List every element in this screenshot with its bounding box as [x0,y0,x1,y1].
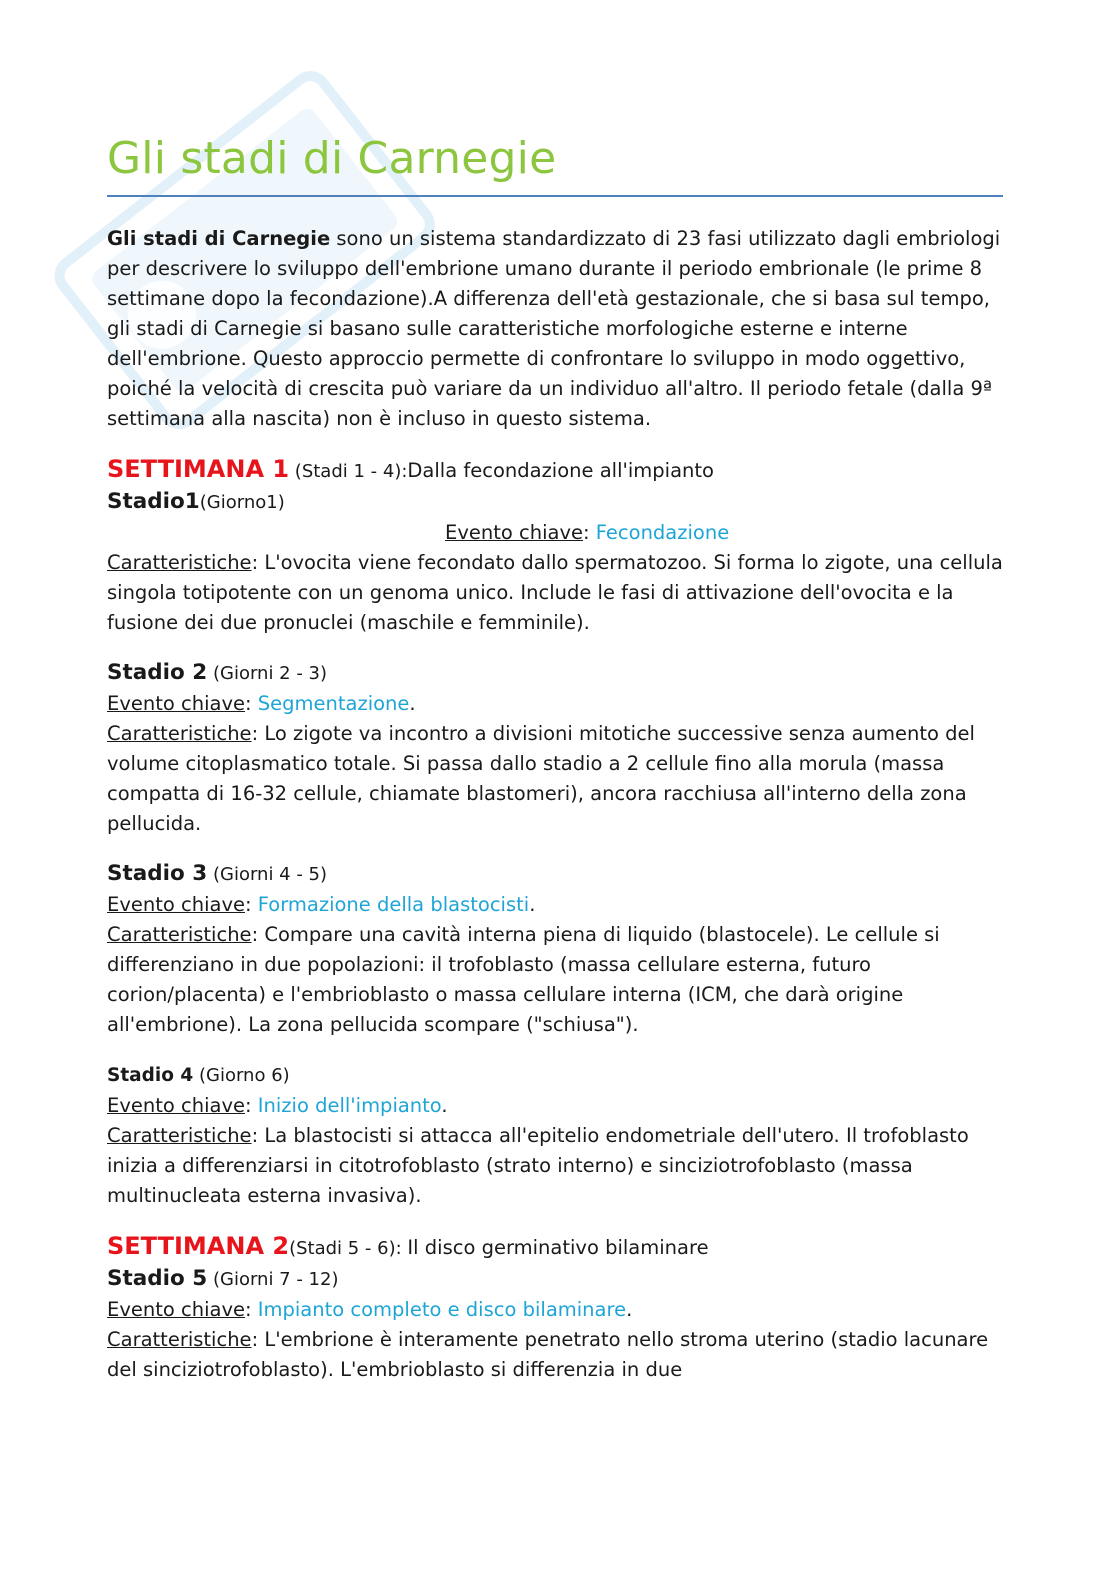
stage-5-heading [107,1264,1003,1295]
stage-2-section [107,658,1003,839]
intro-paragraph [107,224,1003,434]
week-2-desc: Il disco germinativo bilaminare [407,1236,709,1259]
stage-4-days: (Giorno 6) [193,1065,290,1086]
stage-2-title: Stadio 2 [107,660,208,685]
stage-3-title: Stadio 3 [107,861,208,886]
stage-2-days: (Giorni 2 - 3) [207,663,328,684]
stage-2-features: Caratteristiche: Lo zigote va incontro a divisioni mitotiche successive senza aumento del volume citoplasmatico totale. Si passa dallo stadio a 2 cellule fino alla morula (massa compatta di 16-32 cellule, chiamate blastomeri), ancora racchiusa all'interno della zona pellucida. [107,722,975,835]
stage-5-days: (Giorni 7 - 12) [207,1269,339,1290]
stage-3-event: Evento chiave: Formazione della blastocisti. [107,893,536,916]
stage-4-heading [107,1060,1003,1091]
stage-1-event-value: Fecondazione [595,521,730,544]
stage-5-event: Evento chiave: Impianto completo e disco bilaminare. [107,1298,633,1321]
intro-text: sono un sistema standardizzato di 23 fasi utilizzato dagli embriologi per descrivere lo sviluppo dell'embrione umano durante il periodo embrionale (le prime 8 settimane dopo la fecondazione).A differenza dell'età gestazionale, che si basa sul tempo, gli stadi di Carnegie si basano sulle caratteristiche morfologiche esterne e interne dell'embrione. Questo approccio permette di confrontare lo sviluppo in modo oggettivo, poiché la velocità di crescita può variare da un individuo all'altro. Il periodo fetale (dalla 9ª settimana alla nascita) non è incluso in questo sistema. [107,227,1001,430]
stage-5-section [107,1264,1003,1385]
stage-3-heading [107,859,1003,890]
stage-4-event-value: Inizio dell'impianto [257,1094,442,1117]
stage-5-event-value: Impianto completo e disco bilaminare [257,1298,627,1321]
stage-1-features: Caratteristiche: L'ovocita viene fecondato dallo spermatozoo. Si forma lo zigote, una cellula singola totipotente con un genoma unico. Include le fasi di attivazione dell'ovocita e la fusione dei due pronuclei (maschile e femminile). [107,551,1003,634]
stage-1-event: Evento chiave: Fecondazione [445,521,730,544]
stage-1-days: (Giorno1) [199,492,285,513]
stage-4-features: Caratteristiche: La blastocisti si attacca all'epitelio endometriale dell'utero. Il trofoblasto inizia a differenziarsi in citotrofoblasto (strato interno) e sinciziotrofoblasto (massa multinucleata esterna invasiva). [107,1124,969,1207]
intro-bold: Gli stadi di Carnegie [107,227,331,250]
stage-1-section [107,487,1003,638]
stage-5-title: Stadio 5 [107,1266,208,1291]
stage-2-event-value: Segmentazione [257,692,410,715]
stage-4-title: Stadio 4 [107,1065,194,1086]
week-1-title: SETTIMANA 1 [107,455,290,483]
stage-2-heading [107,658,1003,689]
stage-1-title: Stadio1 [107,489,200,514]
week-2-title: SETTIMANA 2 [107,1232,290,1260]
stage-3-days: (Giorni 4 - 5) [207,864,328,885]
title-divider [107,195,1003,197]
stage-3-event-value: Formazione della blastocisti [257,893,530,916]
stage-5-features: Caratteristiche: L'embrione è interamente penetrato nello stroma uterino (stadio lacunare del sinciziotrofoblasto). L'embrioblasto si differenzia in due [107,1328,989,1381]
document-body [107,224,1003,1385]
week-1-desc: Dalla fecondazione all'impianto [407,459,714,482]
stage-1-heading [107,487,1003,518]
week-2-sub: (Stadi 5 - 6): [289,1238,408,1259]
stage-2-event: Evento chiave: Segmentazione. [107,692,416,715]
stage-3-features: Caratteristiche: Compare una cavità interna piena di liquido (blastocele). Le cellule si differenziano in due popolazioni: il trofoblasto (massa cellulare esterna, futuro corion/placenta) e l'embrioblasto o massa cellulare interna (ICM, che darà origine all'embrione). La zona pellucida scompare ("schiusa"). [107,923,940,1036]
week-1-heading [107,454,1003,487]
week-1-sub: (Stadi 1 - 4): [289,461,408,482]
stage-3-section [107,859,1003,1040]
stage-4-event: Evento chiave: Inizio dell'impianto. [107,1094,448,1117]
page-title: Gli stadi di Carnegie [107,133,557,184]
stage-4-section [107,1060,1003,1211]
week-2-heading [107,1231,1003,1264]
